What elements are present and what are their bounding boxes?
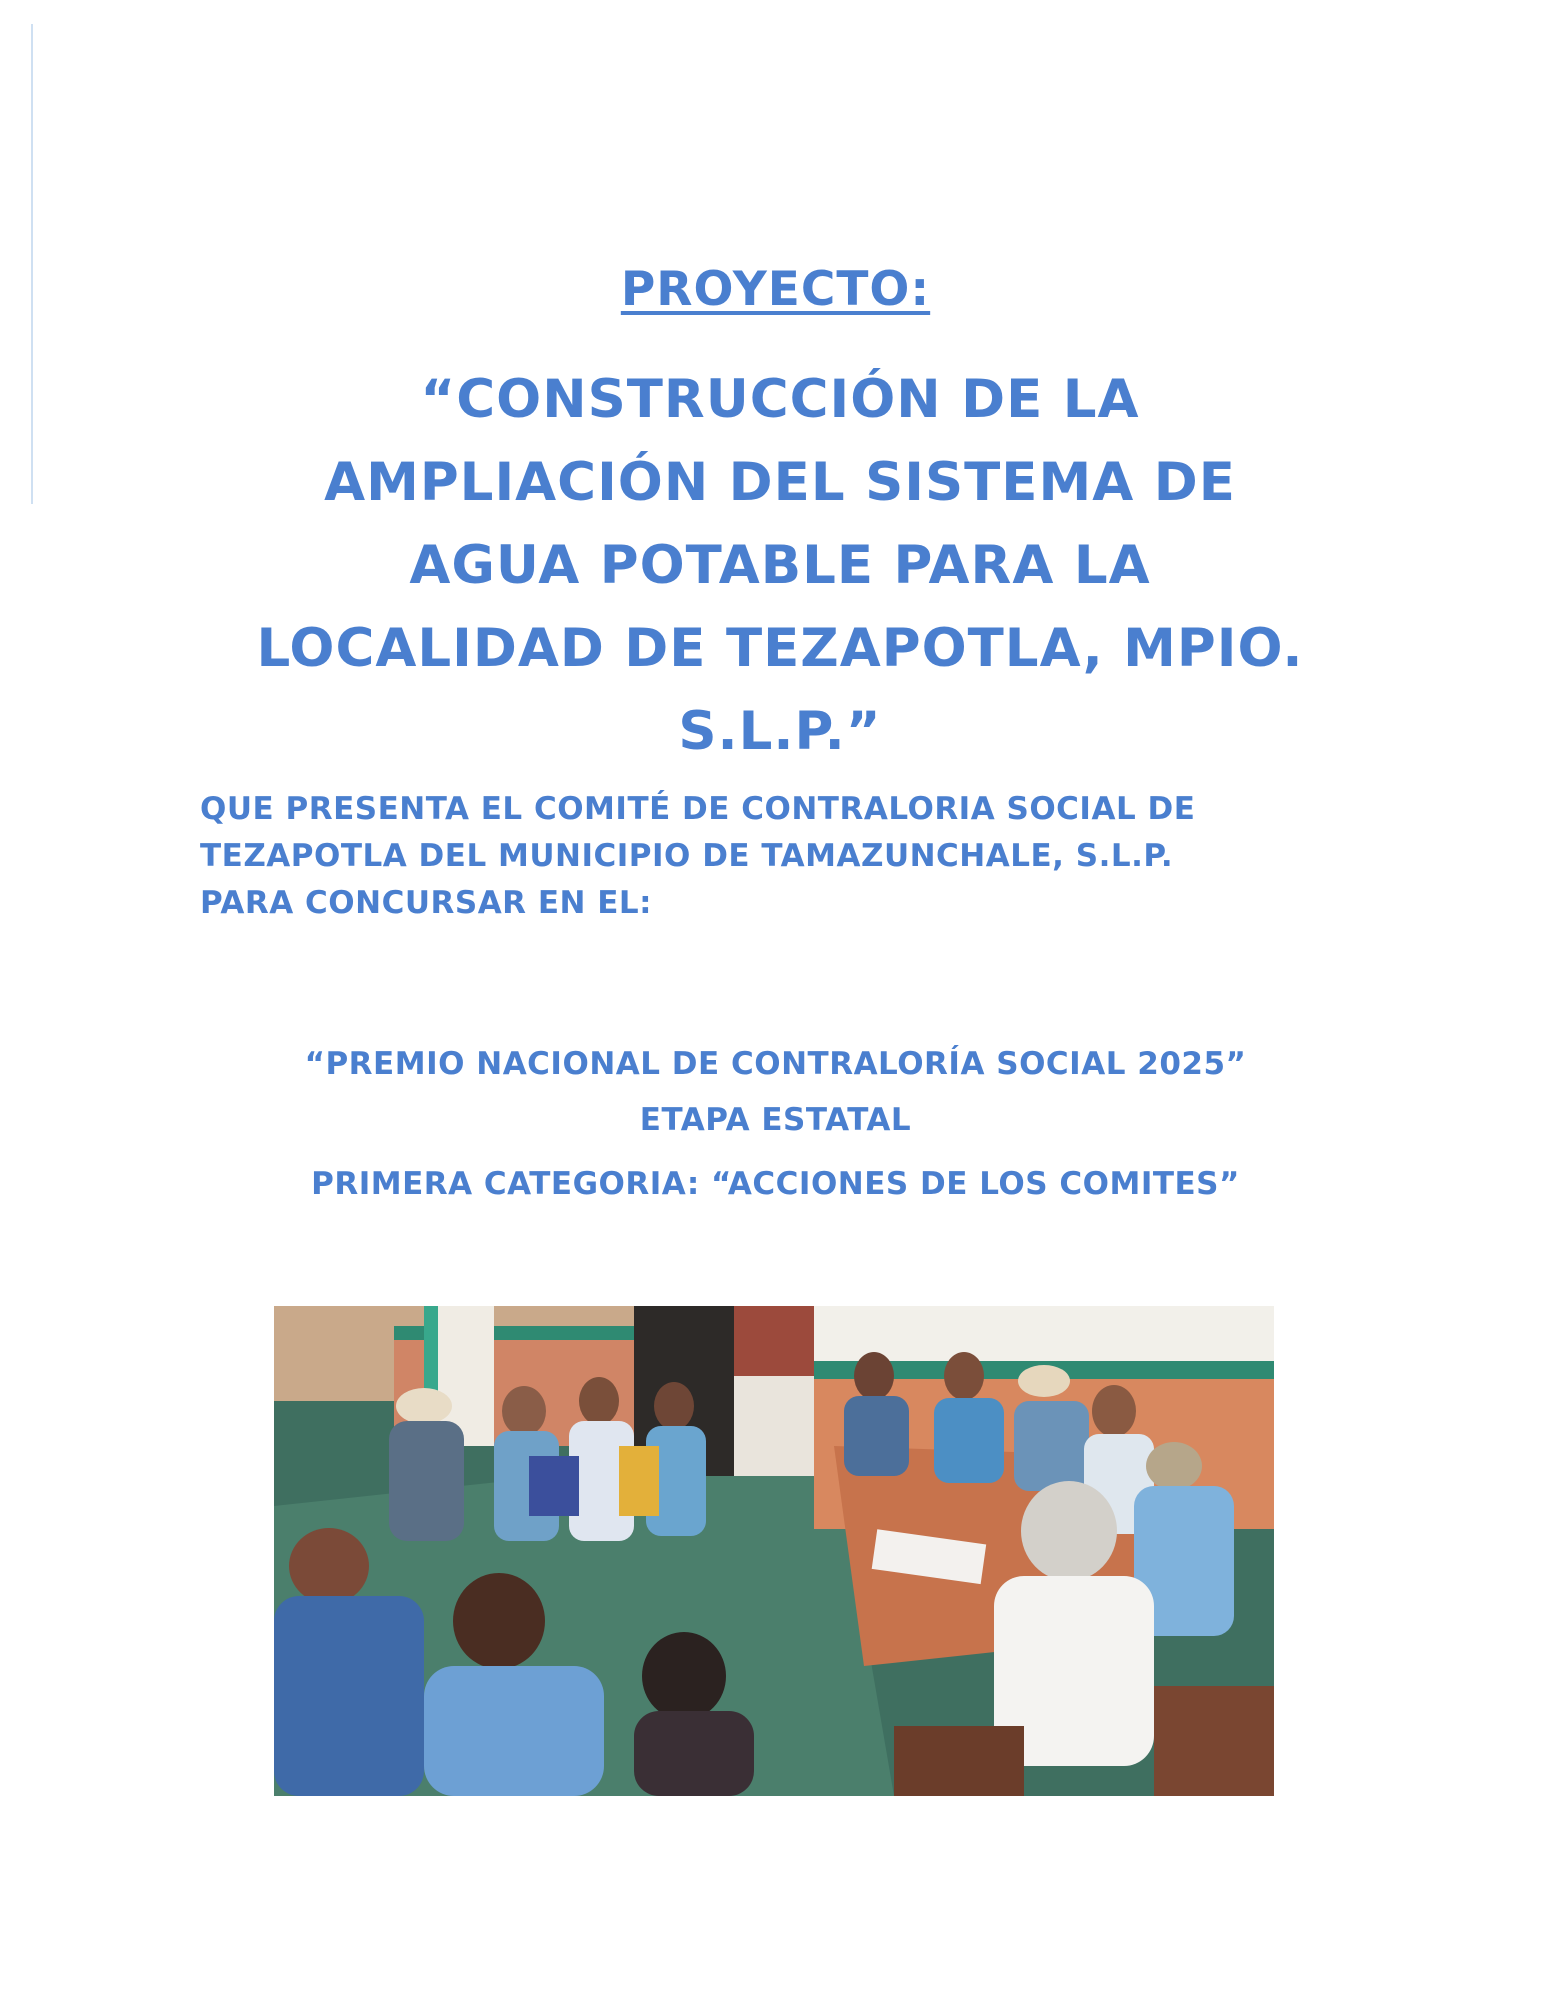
category-label: PRIMERA CATEGORIA: “ACCIONES DE LOS COMITES” xyxy=(311,1166,1240,1202)
project-title-line: AGUA POTABLE PARA LA xyxy=(409,535,1151,596)
project-title xyxy=(180,358,1380,773)
proyecto-heading xyxy=(0,262,1551,317)
meeting-photo xyxy=(274,1306,1274,1796)
presentation-paragraph xyxy=(200,786,1350,927)
award-stage: ETAPA ESTATAL xyxy=(639,1102,912,1138)
project-title-line: “CONSTRUCCIÓN DE LA xyxy=(420,369,1140,430)
award-block xyxy=(0,1036,1551,1148)
presentation-line: PARA CONCURSAR EN EL: xyxy=(200,885,653,921)
project-title-line: S.L.P.” xyxy=(678,701,882,762)
presentation-line: TEZAPOTLA DEL MUNICIPIO DE TAMAZUNCHALE, S.L.P. xyxy=(200,838,1174,874)
project-title-line: LOCALIDAD DE TEZAPOTLA, MPIO. xyxy=(256,618,1304,679)
proyecto-heading-text: PROYECTO: xyxy=(620,262,931,317)
award-name: “PREMIO NACIONAL DE CONTRALORÍA SOCIAL 2025” xyxy=(304,1046,1247,1082)
project-title-line: AMPLIACIÓN DEL SISTEMA DE xyxy=(324,452,1236,513)
presentation-line: QUE PRESENTA EL COMITÉ DE CONTRALORIA SOCIAL DE xyxy=(200,791,1196,827)
